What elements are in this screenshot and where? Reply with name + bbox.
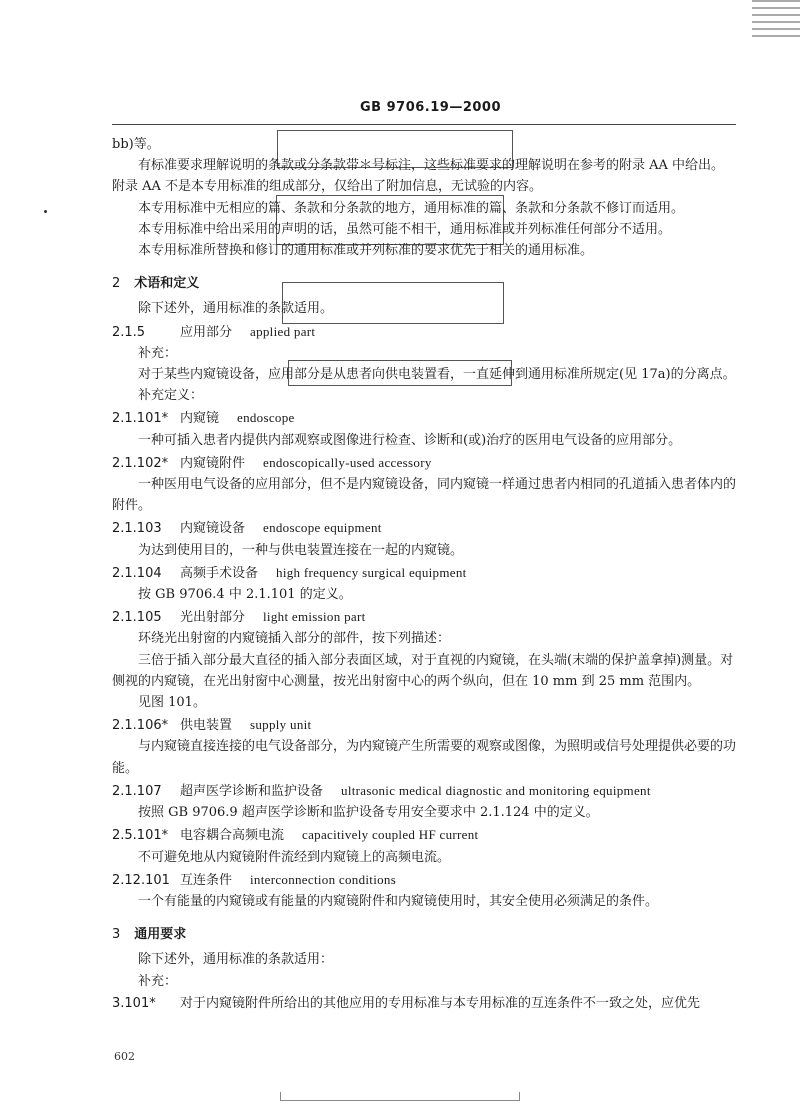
paragraph: 环绕光出射窗的内窥镜插入部分的部件，按下列描述： xyxy=(138,631,451,647)
paragraph: 本专用标准中无相应的篇、条款和分条款的地方，通用标准的篇、条款和分条款不修订而适用。 xyxy=(138,200,685,216)
paragraph: 补充： xyxy=(138,973,178,989)
term-entry: 2.5.101* 电容耦合高频电流 capacitively coupled HF current xyxy=(112,827,479,844)
paragraph: 除下述外，通用标准的条款适用： xyxy=(138,952,334,968)
paragraph: 本专用标准中给出采用的声明的话，虽然可能不相干，通用标准或并列标准任何部分不适用。 xyxy=(138,221,672,237)
paragraph: 与内窥镜直接连接的电气设备部分，为内窥镜产生所需要的观察或图像，为照明或信号处理提供必要的功能。 xyxy=(112,739,737,776)
paragraph: 对于某些内窥镜设备，应用部分是从患者向供电装置看，一直延伸到通用标准所规定(见 17a)的分离点。 xyxy=(138,367,736,383)
paragraph: 三倍于插入部分最大直径的插入部分表面区域，对于直视的内窥镜，在头端(末端的保护盖拿掉)测量。对侧视的内窥镜，在光出射窗中心测量，按光出射窗中心的两个纵向，但在 10 mm 到 25 mm 范围内。 xyxy=(112,652,734,689)
term-entry: 2.1.104 高频手术设备 high frequency surgical equipment xyxy=(112,564,467,581)
paragraph: 一个有能量的内窥镜或有能量的内窥镜附件和内窥镜使用时，其安全使用必须满足的条件。 xyxy=(138,893,659,909)
term-entry: 2.12.101 互连条件 interconnection conditions xyxy=(112,871,397,888)
paragraph: 除下述外，通用标准的条款适用。 xyxy=(138,301,334,317)
term-entry: 2.1.106* 供电装置 supply unit xyxy=(112,717,312,734)
paragraph: 有标准要求理解说明的条款或分条款带＊号标注，这些标准要求的理解说明在参考的附录 AA 中给出。附录 AA 不是本专用标准的组成部分，仅给出了附加信息，无试验的内容。 xyxy=(112,158,725,195)
paragraph: 按 GB 9706.4 中 2.1.101 的定义。 xyxy=(138,587,352,603)
header-rule xyxy=(112,124,736,125)
section-heading: 3 通用要求 xyxy=(112,927,187,943)
paragraph: 补充： xyxy=(138,345,178,361)
paragraph: 本专用标准所替换和修订的通用标准或并列标准的要求优先于相关的通用标准。 xyxy=(138,243,594,259)
page-header-code: GB 9706.19—2000 xyxy=(360,100,501,115)
term-entry: 2.1.103 内窥镜设备 endoscope equipment xyxy=(112,520,382,537)
paragraph: 补充定义： xyxy=(138,388,204,404)
term-entry: 2.1.107 超声医学诊断和监护设备 ultrasonic medical diagnostic and monitoring equipment xyxy=(112,782,651,799)
scan-footer-bar xyxy=(280,1092,520,1101)
scan-corner-mark xyxy=(752,0,800,38)
paragraph: 一种医用电气设备的应用部分，但不是内窥镜设备，同内窥镜一样通过患者内相同的孔道插入患者体内的附件。 xyxy=(112,477,737,514)
term-entry: 3.101* 对于内窥镜附件所给出的其他应用的专用标准与本专用标准的互连条件不一致之处，应优先 xyxy=(112,995,701,1011)
page-number: 602 xyxy=(114,1050,135,1063)
paragraph: bb)等。 xyxy=(112,137,160,152)
scan-dot xyxy=(44,210,47,213)
section-heading: 2 术语和定义 xyxy=(112,276,200,292)
document-body xyxy=(112,134,736,1014)
paragraph: 见图 101。 xyxy=(138,695,206,711)
term-entry: 2.1.101* 内窥镜 endoscope xyxy=(112,410,295,427)
term-entry: 2.1.5 应用部分 applied part xyxy=(112,323,316,340)
paragraph: 按照 GB 9706.9 超声医学诊断和监护设备专用安全要求中 2.1.124 中的定义。 xyxy=(138,805,599,821)
paragraph: 不可避免地从内窥镜附件流经到内窥镜上的高频电流。 xyxy=(138,849,451,865)
paragraph: 一种可插入患者内提供内部观察或图像进行检查、诊断和(或)治疗的医用电气设备的应用部分。 xyxy=(138,432,682,448)
term-entry: 2.1.105 光出射部分 light emission part xyxy=(112,609,366,626)
term-entry: 2.1.102* 内窥镜附件 endoscopically-used accessory xyxy=(112,454,432,471)
paragraph: 为达到使用目的，一种与供电装置连接在一起的内窥镜。 xyxy=(138,542,464,558)
